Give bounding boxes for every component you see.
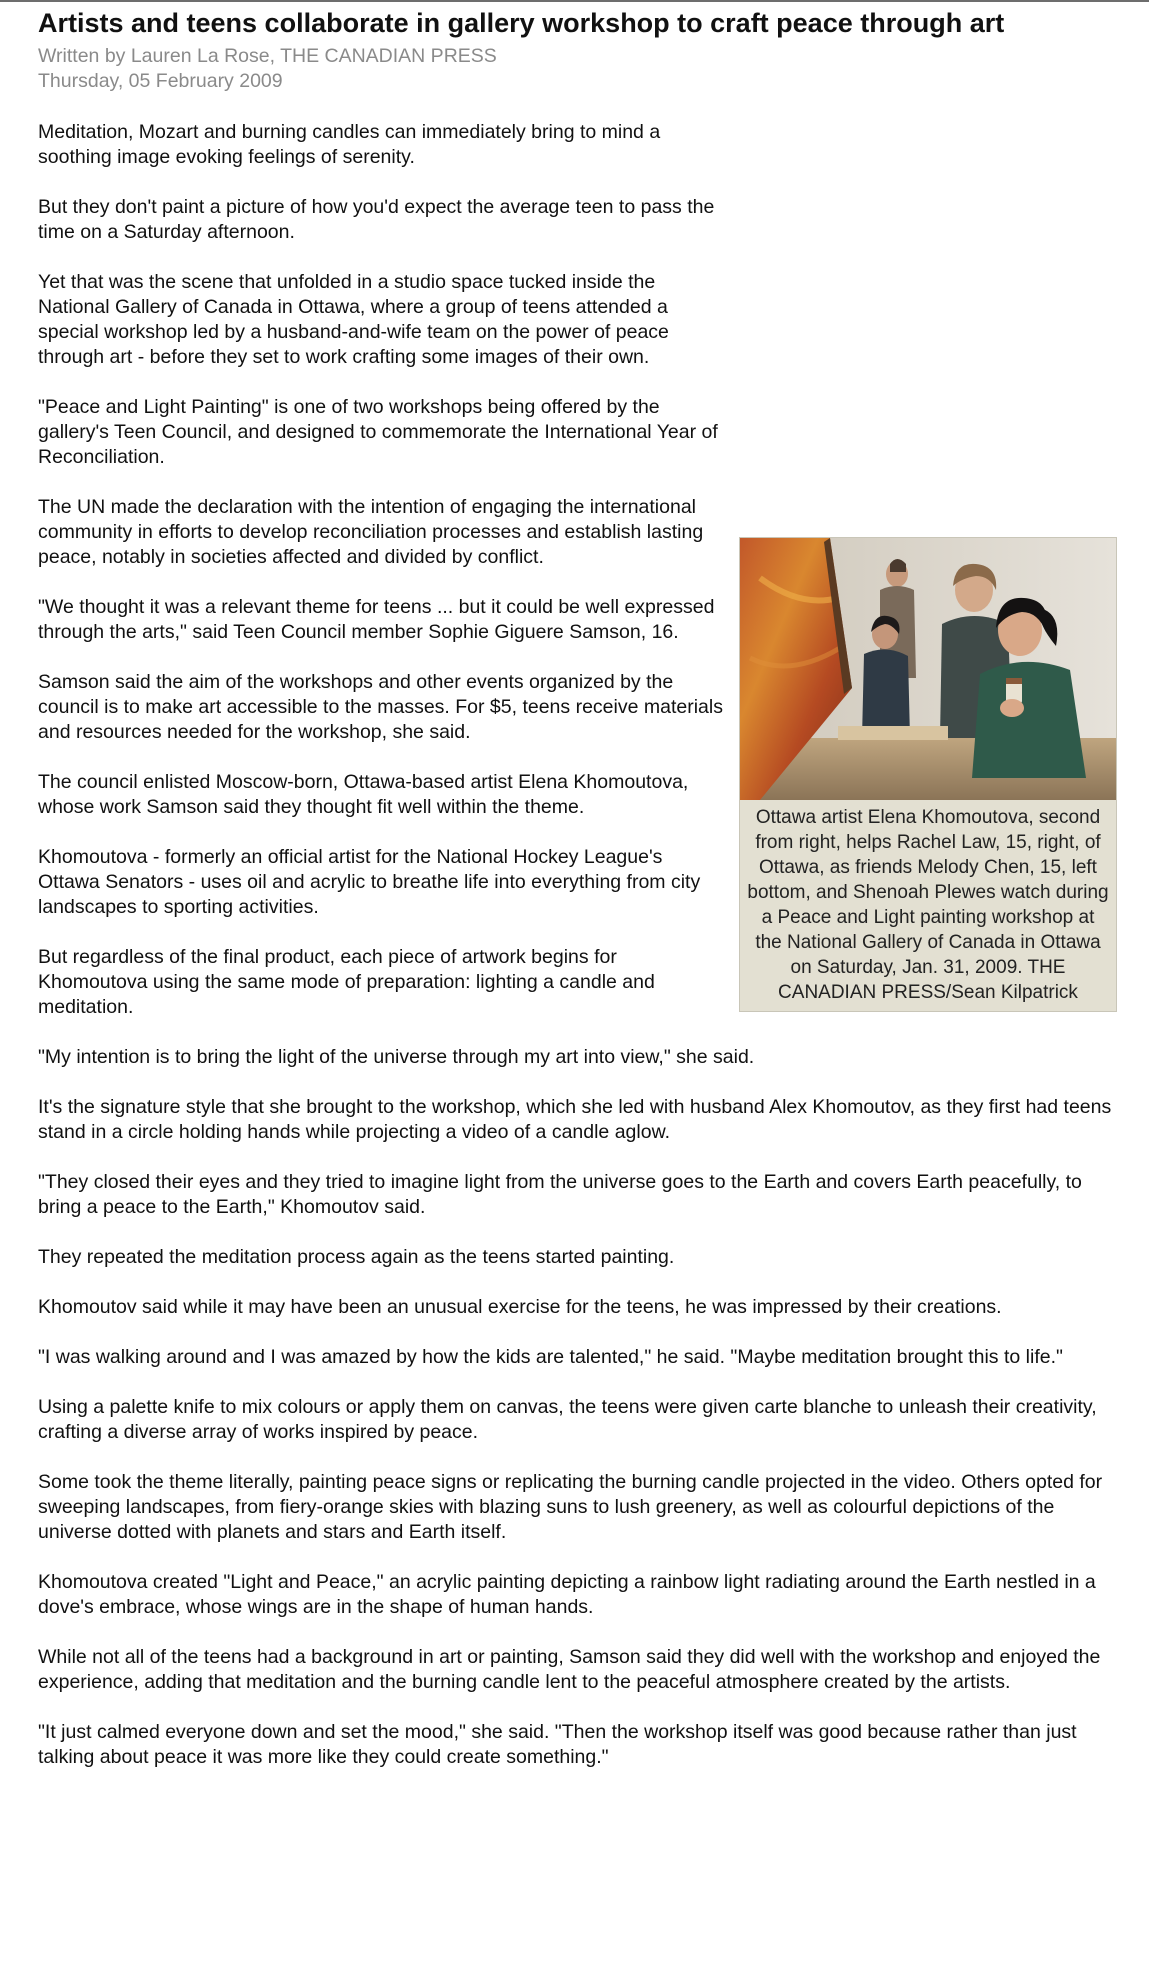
paragraph: They repeated the meditation process again as the teens started painting. <box>38 1246 675 1268</box>
paragraph: But they don't paint a picture of how you'd expect the average teen to pass the time on a Saturday afternoon. <box>38 196 715 243</box>
paragraph: Khomoutova created "Light and Peace," an acrylic painting depicting a rainbow light radiating around the Earth nestled in a dove's embrace, whose wings are in the shape of human hands. <box>38 1571 1096 1618</box>
top-divider <box>0 0 1149 2</box>
article-date: Thursday, 05 February 2009 <box>38 70 283 92</box>
paragraph: "It just calmed everyone down and set the mood," she said. "Then the workshop itself was good because rather than just talking about peace it was more like they could create something." <box>38 1721 1077 1768</box>
paragraph: Yet that was the scene that unfolded in a studio space tucked inside the National Gallery of Canada in Ottawa, where a group of teens attended a special workshop led by a husband-and-wife team on the power of peace through art - before they set to work crafting some images of their own. <box>38 271 669 368</box>
paragraph: The UN made the declaration with the intention of engaging the international community in efforts to develop reconciliation processes and establish lasting peace, notably in societies affected and divided by conflict. <box>38 496 704 568</box>
paragraph: It's the signature style that she brought to the workshop, which she led with husband Alex Khomoutov, as they first had teens stand in a circle holding hands while projecting a video of a candle aglow. <box>38 1096 1112 1143</box>
paragraph: Using a palette knife to mix colours or apply them on canvas, the teens were given carte blanche to unleash their creativity, crafting a diverse array of works inspired by peace. <box>38 1396 1097 1443</box>
paragraph: "They closed their eyes and they tried to imagine light from the universe goes to the Earth and covers Earth peacefully, to bring a peace to the Earth," Khomoutov said. <box>38 1171 1082 1218</box>
paragraph: "I was walking around and I was amazed by how the kids are talented," he said. "Maybe meditation brought this to life." <box>38 1346 1063 1368</box>
paragraph: Khomoutova - formerly an official artist for the National Hockey League's Ottawa Senators - uses oil and acrylic to breathe life into everything from city landscapes to sporting activities. <box>38 846 701 918</box>
paragraph: Samson said the aim of the workshops and other events organized by the council is to make art accessible to the masses. For $5, teens receive materials and resources needed for the workshop, she said. <box>38 671 723 743</box>
paragraph: "My intention is to bring the light of the universe through my art into view," she said. <box>38 1046 755 1068</box>
paragraph: While not all of the teens had a background in art or painting, Samson said they did well with the workshop and enjoyed the experience, adding that meditation and the burning candle lent to the peaceful atmosphere created by the artists. <box>38 1646 1101 1693</box>
photo-caption: Ottawa artist Elena Khomoutova, second from right, helps Rachel Law, 15, right, of Ottawa, as friends Melody Chen, 15, left bottom, and Shenoah Plewes watch during a Peace and Light painting workshop at the National Gallery of Canada in Ottawa on Saturday, Jan. 31, 2009. THE CANADIAN PRESS/Sean Kilpatrick <box>747 807 1109 1003</box>
paragraph: "We thought it was a relevant theme for teens ... but it could be well expressed through the arts," said Teen Council member Sophie Giguere Samson, 16. <box>38 596 715 643</box>
paragraph: Some took the theme literally, painting peace signs or replicating the burning candle projected in the video. Others opted for sweeping landscapes, from fiery-orange skies with blazing suns to lush greenery, as well as colourful depictions of the universe dotted with planets and stars and Earth itself. <box>38 1471 1103 1543</box>
paragraph: The council enlisted Moscow-born, Ottawa-based artist Elena Khomoutova, whose work Samson said they thought fit well within the theme. <box>38 771 689 818</box>
workshop-photo <box>740 538 1116 800</box>
paragraph: "Peace and Light Painting" is one of two workshops being offered by the gallery's Teen Council, and designed to commemorate the International Year of Reconciliation. <box>38 396 718 468</box>
paragraph: Khomoutov said while it may have been an unusual exercise for the teens, he was impressed by their creations. <box>38 1296 1002 1318</box>
paragraph: Meditation, Mozart and burning candles can immediately bring to mind a soothing image evoking feelings of serenity. <box>38 121 661 168</box>
article-byline: Written by Lauren La Rose, THE CANADIAN PRESS <box>38 45 497 67</box>
article-figure <box>739 537 1117 1012</box>
paragraph: But regardless of the final product, each piece of artwork begins for Khomoutova using the same mode of preparation: lighting a candle and meditation. <box>38 946 655 1018</box>
article-title: Artists and teens collaborate in gallery workshop to craft peace through art <box>38 8 1005 38</box>
